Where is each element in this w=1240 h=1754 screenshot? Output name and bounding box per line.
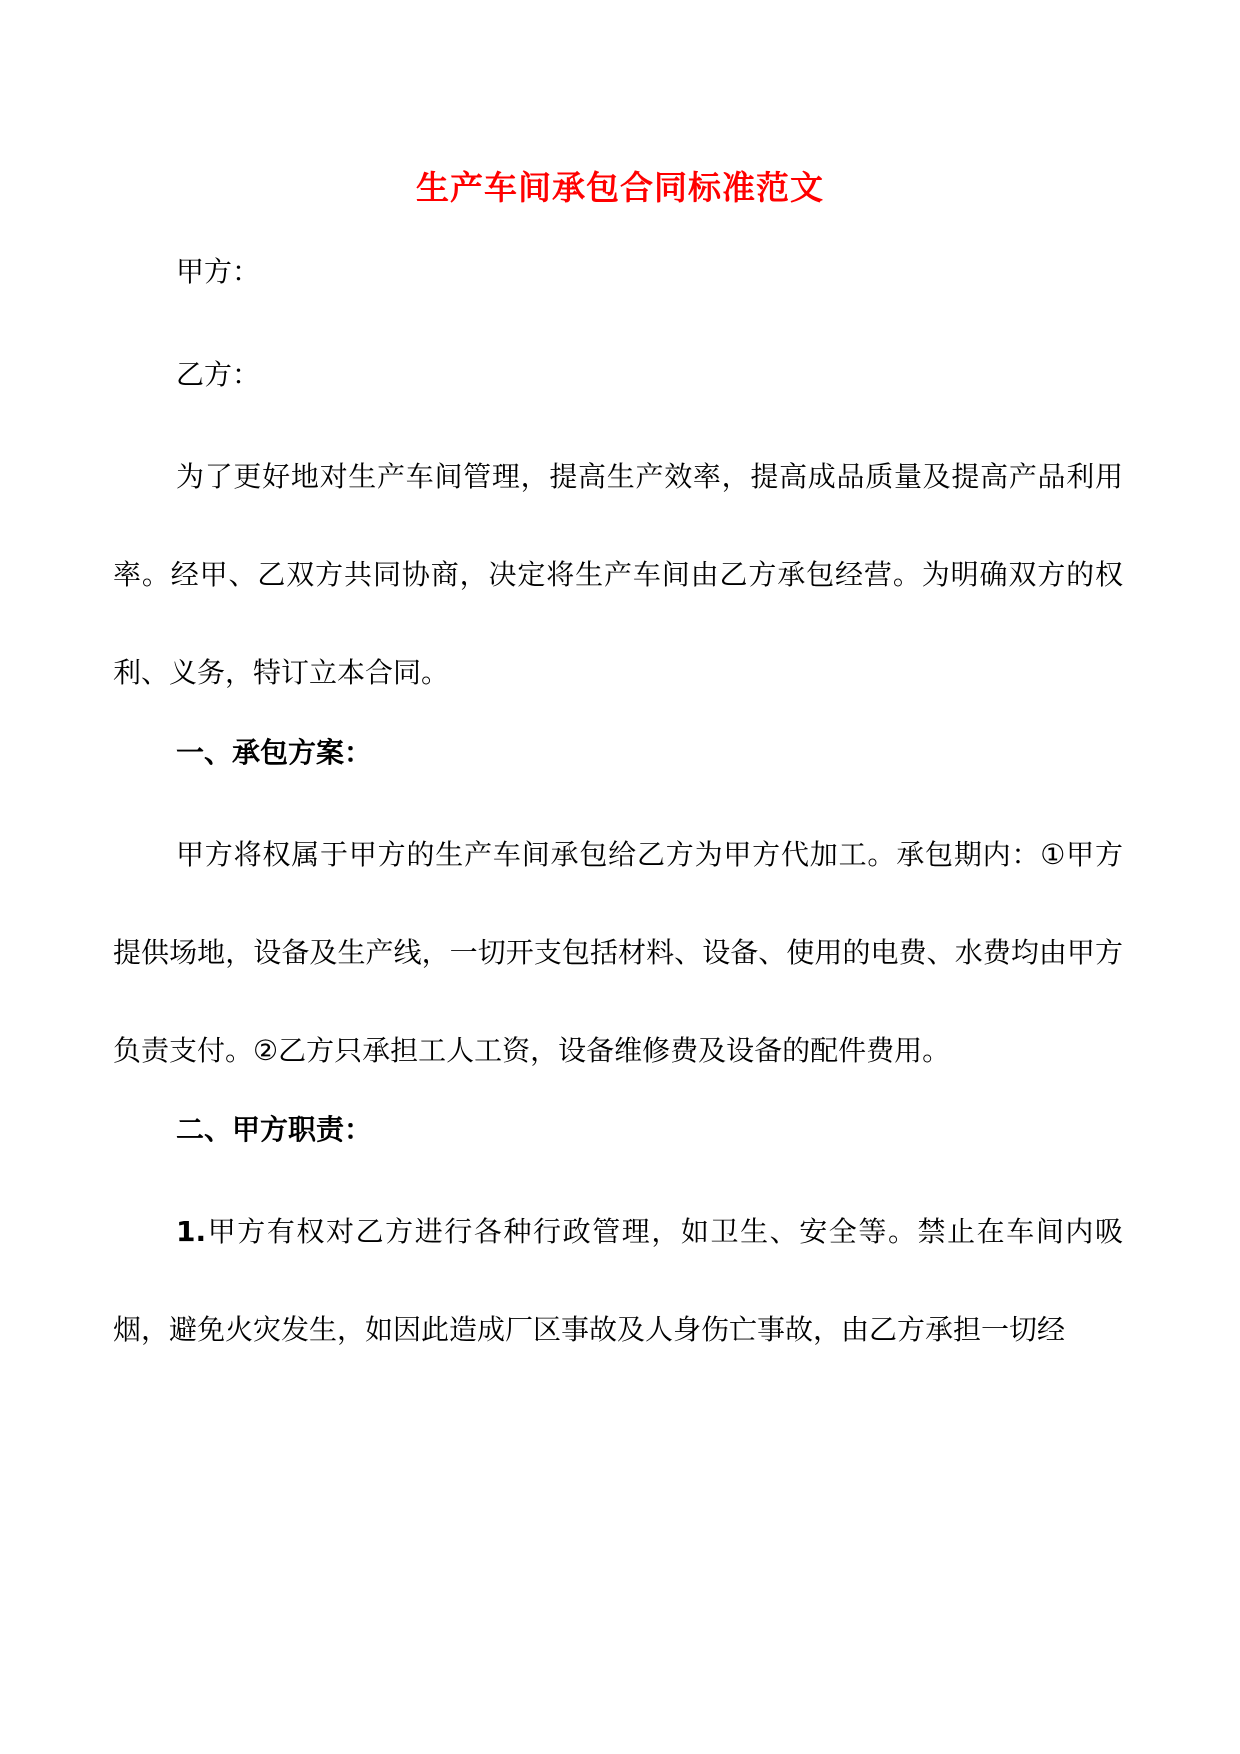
party-b-label: 乙方： bbox=[176, 358, 261, 391]
intro-paragraph: 为了更好地对生产车间管理，提高生产效率，提高成品质量及提高产品利用率。经甲、乙双方共同协商，决定将生产车间由乙方承包经营。为明确双方的权利、义务，特订立本合同。 bbox=[113, 460, 1123, 689]
section1-paragraph: 甲方将权属于甲方的生产车间承包给乙方为甲方代加工。承包期内：①甲方提供场地，设备及生产线，一切开支包括材料、设备、使用的电费、水费均由甲方负责支付。②乙方只承担工人工资，设备维修费及设备的配件费用。 bbox=[113, 838, 1123, 1067]
document-title: 生产车间承包合同标准范文 bbox=[416, 168, 824, 207]
party-a-label: 甲方： bbox=[176, 255, 261, 288]
item1-number: 1. bbox=[176, 1215, 207, 1248]
item1-text: 甲方有权对乙方进行各种行政管理，如卫生、安全等。禁止在车间内吸烟，避免火灾发生，如因此造成厂区事故及人身伤亡事故，由乙方承担一切经 bbox=[113, 1215, 1123, 1346]
item1-paragraph bbox=[113, 1183, 1123, 1379]
section1-heading: 一、承包方案： bbox=[176, 736, 373, 769]
section2-heading: 二、甲方职责： bbox=[176, 1113, 373, 1146]
